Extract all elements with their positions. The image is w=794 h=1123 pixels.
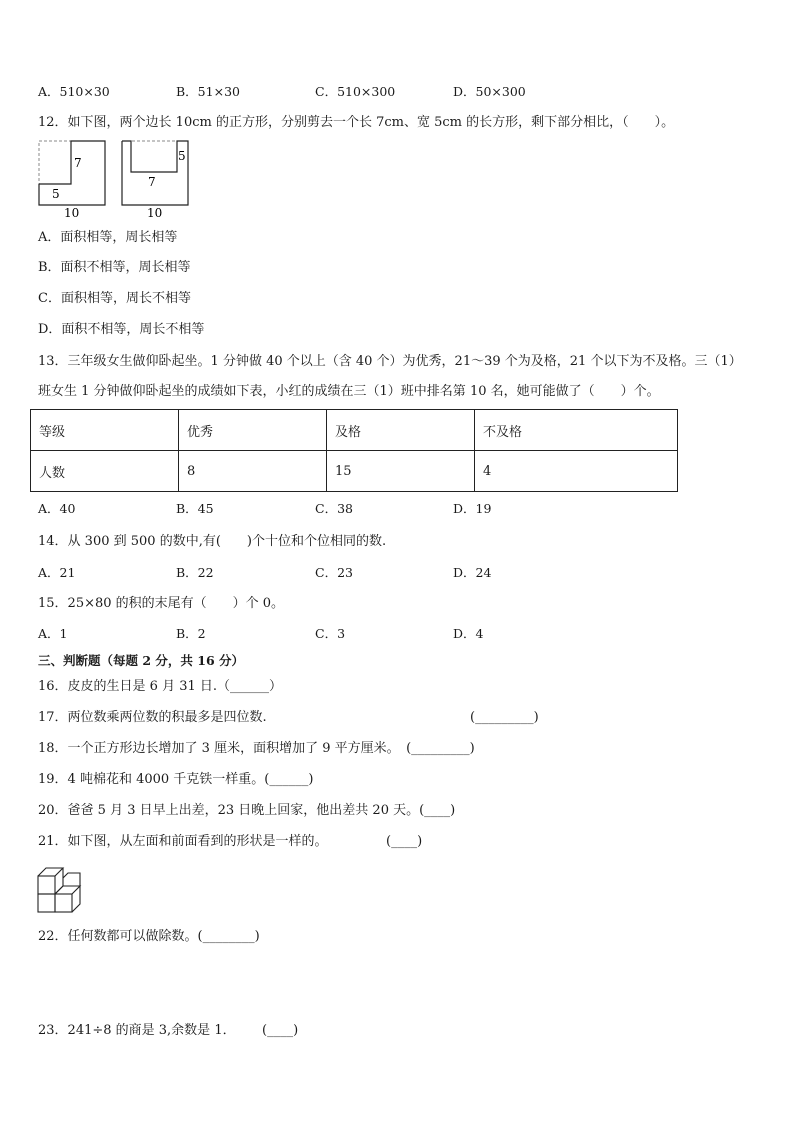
q13-option-c: C．38 xyxy=(315,501,353,516)
q15-option-b: B．2 xyxy=(176,626,206,641)
q18-stem: 18．一个正方形边长增加了 3 厘米，面积增加了 9 平方厘米。 (_________) xyxy=(38,741,475,756)
q16-stem: 16．皮皮的生日是 6 月 31 日.（______） xyxy=(38,679,283,694)
table-cell: 人数 xyxy=(31,451,179,492)
q17-answer-blank[interactable]: (_________) xyxy=(470,710,539,725)
q11-option-c: C．510×300 xyxy=(315,84,396,99)
q12-left-label-5: 5 xyxy=(52,187,60,201)
q20-stem: 20．爸爸 5 月 3 日早上出差，23 日晚上回家，他出差共 20 天。(____) xyxy=(38,803,456,818)
table-header-cell: 及格 xyxy=(327,410,475,451)
q13-option-a: A．40 xyxy=(38,501,76,516)
q17-stem: 17．两位数乘两位数的积最多是四位数. xyxy=(38,710,267,725)
table-row xyxy=(31,451,678,492)
q14-option-c: C．23 xyxy=(315,565,353,580)
section-heading: 三、判断题（每题 2 分，共 16 分） xyxy=(38,653,245,668)
table-header-cell: 不及格 xyxy=(475,410,678,451)
q12-figure-right xyxy=(122,141,188,220)
q15-option-d: D．4 xyxy=(453,626,484,641)
table-header-row xyxy=(31,410,678,451)
table-cell: 15 xyxy=(327,451,475,492)
q13-stem-line2: 班女生 1 分钟做仰卧起坐的成绩如下表，小红的成绩在三（1）班中排名第 10 名，她可能做了（ ）个。 xyxy=(38,384,660,399)
table-header-cell: 优秀 xyxy=(179,410,327,451)
table-header-cell: 等级 xyxy=(31,410,179,451)
q21-cube-figure xyxy=(36,862,92,916)
q22-stem: 22．任何数都可以做除数。(________) xyxy=(38,929,260,944)
q15-option-a: A．1 xyxy=(38,626,68,641)
q12-left-label-10: 10 xyxy=(64,206,80,220)
q19-stem: 19．4 吨棉花和 4000 千克铁一样重。(______) xyxy=(38,772,314,787)
q15-option-c: C．3 xyxy=(315,626,346,641)
q14-option-a: A．21 xyxy=(38,565,76,580)
q12-figure-left xyxy=(39,141,105,220)
q12-option-c: C．面积相等，周长不相等 xyxy=(38,291,191,306)
q14-option-d: D．24 xyxy=(453,565,492,580)
q12-option-d: D．面积不相等，周长不相等 xyxy=(38,322,205,337)
q23-answer-blank[interactable]: (____) xyxy=(262,1023,299,1038)
q12-stem: 12．如下图，两个边长 10cm 的正方形，分别剪去一个长 7cm、宽 5cm 的长方形，剩下部分相比，（ ）。 xyxy=(38,115,675,130)
q13-option-b: B．45 xyxy=(176,501,214,516)
q11-option-b: B．51×30 xyxy=(176,84,240,99)
q21-stem: 21．如下图，从左面和前面看到的形状是一样的。 xyxy=(38,834,328,849)
q13-grade-table xyxy=(30,409,678,492)
q11-option-a: A．510×30 xyxy=(38,84,110,99)
q12-right-label-10: 10 xyxy=(147,206,163,220)
q14-stem: 14．从 300 到 500 的数中,有( )个十位和个位相同的数. xyxy=(38,534,387,549)
table-cell: 8 xyxy=(179,451,327,492)
q12-option-b: B．面积不相等，周长相等 xyxy=(38,260,191,275)
q21-answer-blank[interactable]: (____) xyxy=(386,834,423,849)
table-cell: 4 xyxy=(475,451,678,492)
q13-option-d: D．19 xyxy=(453,501,492,516)
q11-option-d: D．50×300 xyxy=(453,84,526,99)
q23-stem: 23．241÷8 的商是 3,余数是 1． xyxy=(38,1023,236,1038)
q12-figures xyxy=(34,136,194,220)
q12-right-label-5: 5 xyxy=(178,149,186,163)
q15-stem: 15．25×80 的积的末尾有（ ）个 0。 xyxy=(38,596,285,611)
q12-right-label-7: 7 xyxy=(148,175,156,189)
q13-stem-line1: 13．三年级女生做仰卧起坐。1 分钟做 40 个以上（含 40 个）为优秀，21～39 个为及格，21 个以下为不及格。三（1） xyxy=(38,354,742,369)
q12-left-label-7: 7 xyxy=(74,156,82,170)
q14-option-b: B．22 xyxy=(176,565,214,580)
q12-option-a: A．面积相等，周长相等 xyxy=(38,230,178,245)
